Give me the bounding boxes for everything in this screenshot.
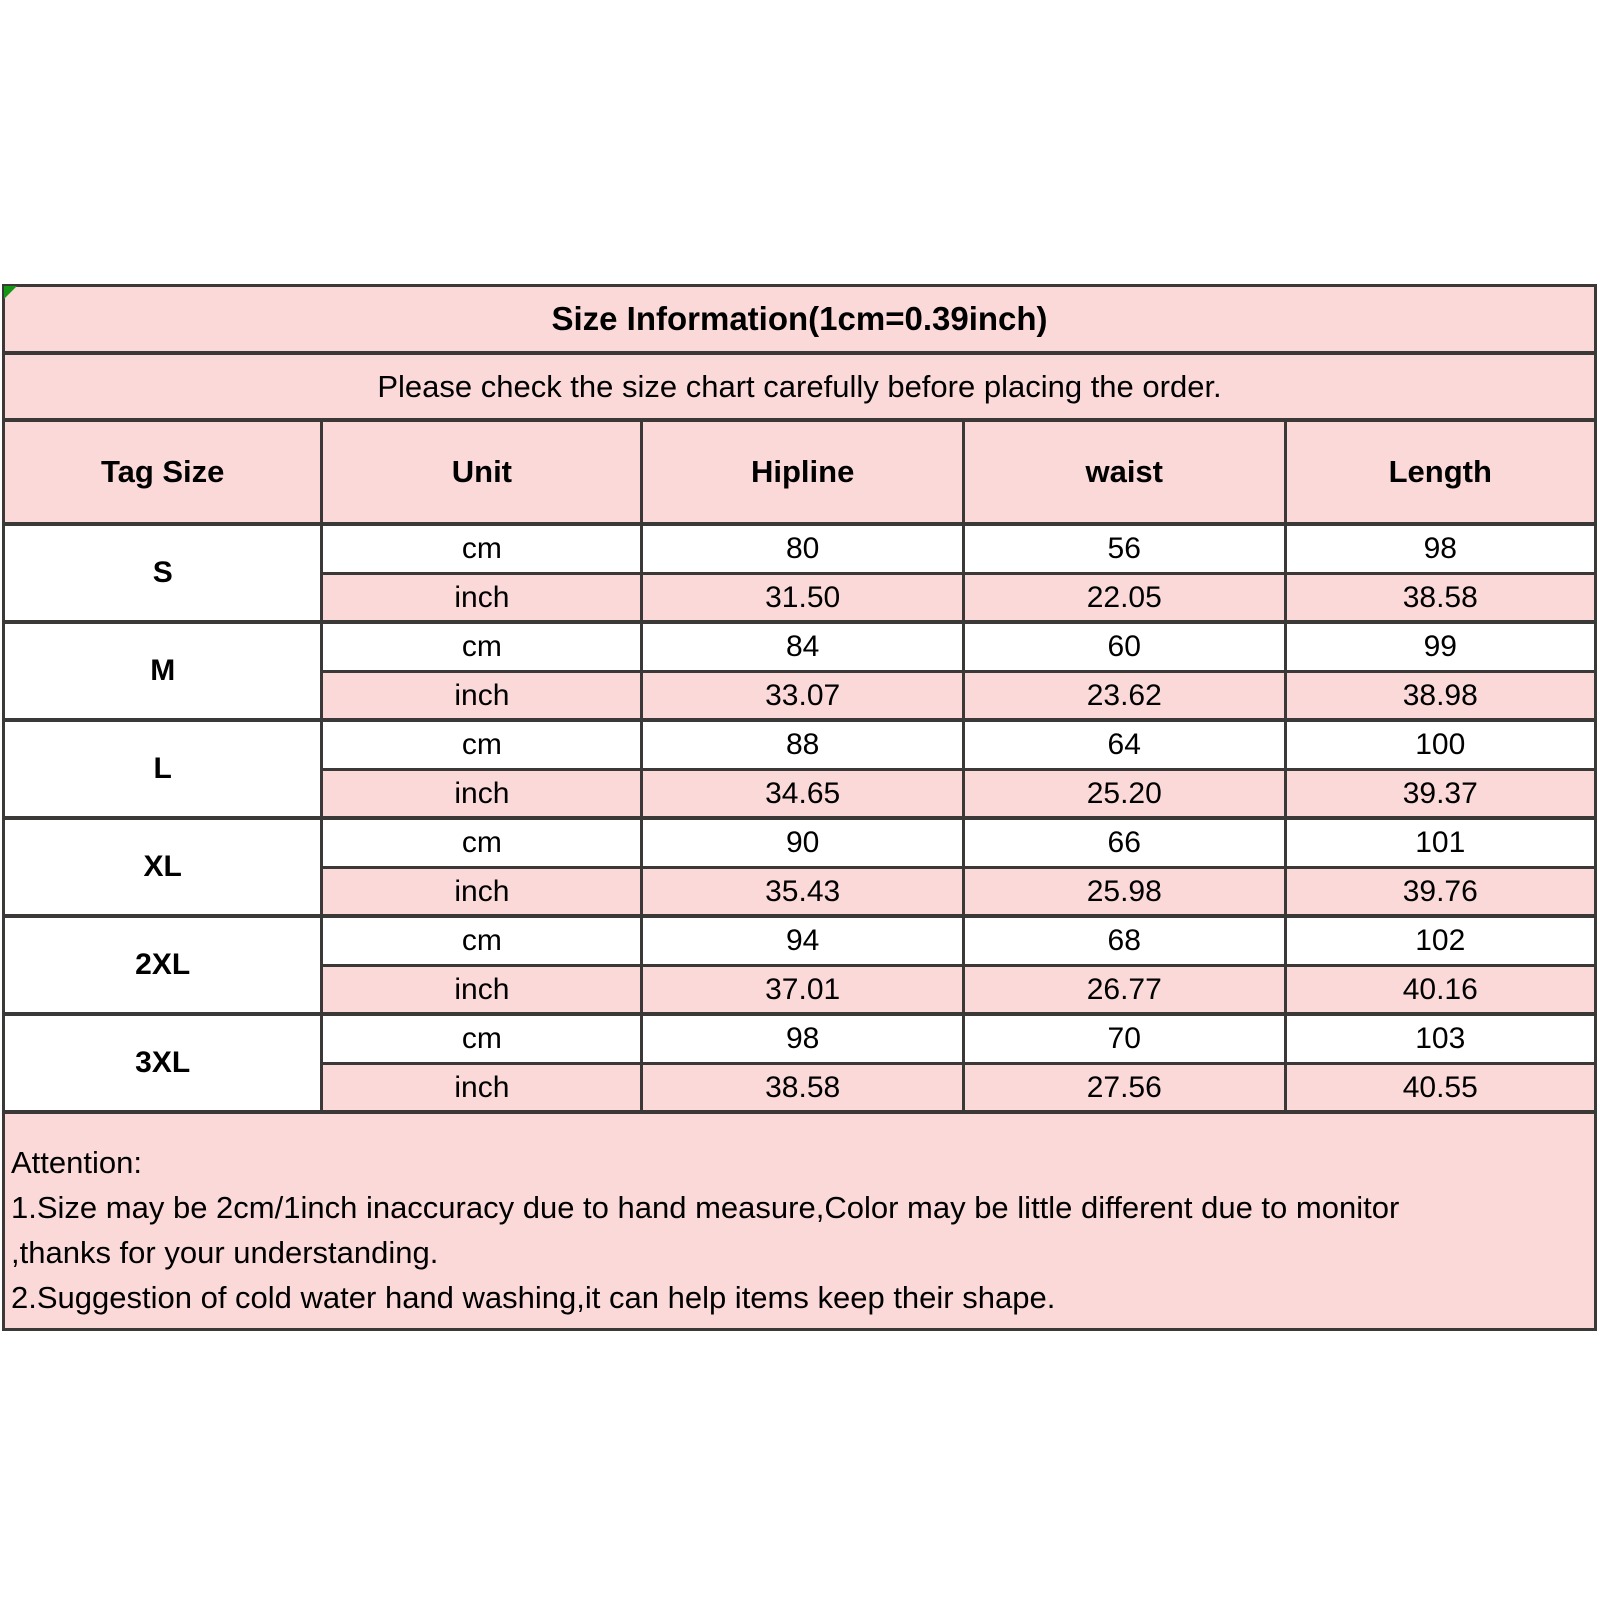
title-row [4, 286, 1596, 354]
attention-block [4, 1112, 1596, 1330]
length-value: 40.55 [1285, 1064, 1595, 1113]
unit-label-cm: cm [322, 720, 642, 770]
hipline-value: 98 [642, 1014, 964, 1064]
length-value: 101 [1285, 818, 1595, 868]
waist-value: 25.98 [963, 868, 1285, 917]
hipline-value: 37.01 [642, 966, 964, 1015]
waist-value: 66 [963, 818, 1285, 868]
hipline-value: 84 [642, 622, 964, 672]
hipline-value: 33.07 [642, 672, 964, 721]
hipline-value: 34.65 [642, 770, 964, 819]
unit-label-inch: inch [322, 1064, 642, 1113]
unit-label-inch: inch [322, 672, 642, 721]
col-header-unit: Unit [322, 420, 642, 524]
length-value: 102 [1285, 916, 1595, 966]
column-header-row [4, 420, 1596, 524]
table-row [4, 524, 1596, 574]
size-chart-table [2, 284, 1597, 1331]
unit-label-cm: cm [322, 1014, 642, 1064]
table-row [4, 1014, 1596, 1064]
col-header-tag-size: Tag Size [4, 420, 322, 524]
size-label-3xl: 3XL [4, 1014, 322, 1112]
subtitle-row [4, 353, 1596, 420]
col-header-length: Length [1285, 420, 1595, 524]
waist-value: 60 [963, 622, 1285, 672]
waist-value: 68 [963, 916, 1285, 966]
unit-label-inch: inch [322, 966, 642, 1015]
size-label-m: M [4, 622, 322, 720]
table-row [4, 916, 1596, 966]
waist-value: 22.05 [963, 574, 1285, 623]
waist-value: 70 [963, 1014, 1285, 1064]
size-label-xl: XL [4, 818, 322, 916]
table-subtitle: Please check the size chart carefully before placing the order. [4, 353, 1596, 420]
hipline-value: 31.50 [642, 574, 964, 623]
length-value: 40.16 [1285, 966, 1595, 1015]
size-label-s: S [4, 524, 322, 622]
length-value: 38.58 [1285, 574, 1595, 623]
col-header-waist: waist [963, 420, 1285, 524]
attention-row [4, 1112, 1596, 1330]
hipline-value: 94 [642, 916, 964, 966]
hipline-value: 35.43 [642, 868, 964, 917]
waist-value: 26.77 [963, 966, 1285, 1015]
unit-label-cm: cm [322, 916, 642, 966]
length-value: 103 [1285, 1014, 1595, 1064]
attention-note-1-cont: ,thanks for your understanding. [11, 1235, 439, 1270]
size-chart-table-container [2, 284, 1597, 1331]
table-title: Size Information(1cm=0.39inch) [4, 286, 1596, 354]
hipline-value: 90 [642, 818, 964, 868]
hipline-value: 88 [642, 720, 964, 770]
attention-note-2: 2.Suggestion of cold water hand washing,it can help items keep their shape. [11, 1280, 1056, 1315]
size-label-2xl: 2XL [4, 916, 322, 1014]
unit-label-inch: inch [322, 574, 642, 623]
size-label-l: L [4, 720, 322, 818]
attention-note-1: 1.Size may be 2cm/1inch inaccuracy due to hand measure,Color may be little different due to monitor [11, 1190, 1400, 1225]
length-value: 100 [1285, 720, 1595, 770]
hipline-value: 80 [642, 524, 964, 574]
table-row [4, 818, 1596, 868]
unit-label-cm: cm [322, 818, 642, 868]
waist-value: 56 [963, 524, 1285, 574]
unit-label-cm: cm [322, 524, 642, 574]
unit-label-inch: inch [322, 770, 642, 819]
table-row [4, 720, 1596, 770]
waist-value: 25.20 [963, 770, 1285, 819]
waist-value: 64 [963, 720, 1285, 770]
green-corner-marker-icon [4, 286, 17, 299]
unit-label-inch: inch [322, 868, 642, 917]
length-value: 38.98 [1285, 672, 1595, 721]
length-value: 39.76 [1285, 868, 1595, 917]
unit-label-cm: cm [322, 622, 642, 672]
waist-value: 23.62 [963, 672, 1285, 721]
attention-heading: Attention: [11, 1145, 142, 1180]
length-value: 98 [1285, 524, 1595, 574]
hipline-value: 38.58 [642, 1064, 964, 1113]
length-value: 39.37 [1285, 770, 1595, 819]
table-row [4, 622, 1596, 672]
length-value: 99 [1285, 622, 1595, 672]
col-header-hipline: Hipline [642, 420, 964, 524]
waist-value: 27.56 [963, 1064, 1285, 1113]
